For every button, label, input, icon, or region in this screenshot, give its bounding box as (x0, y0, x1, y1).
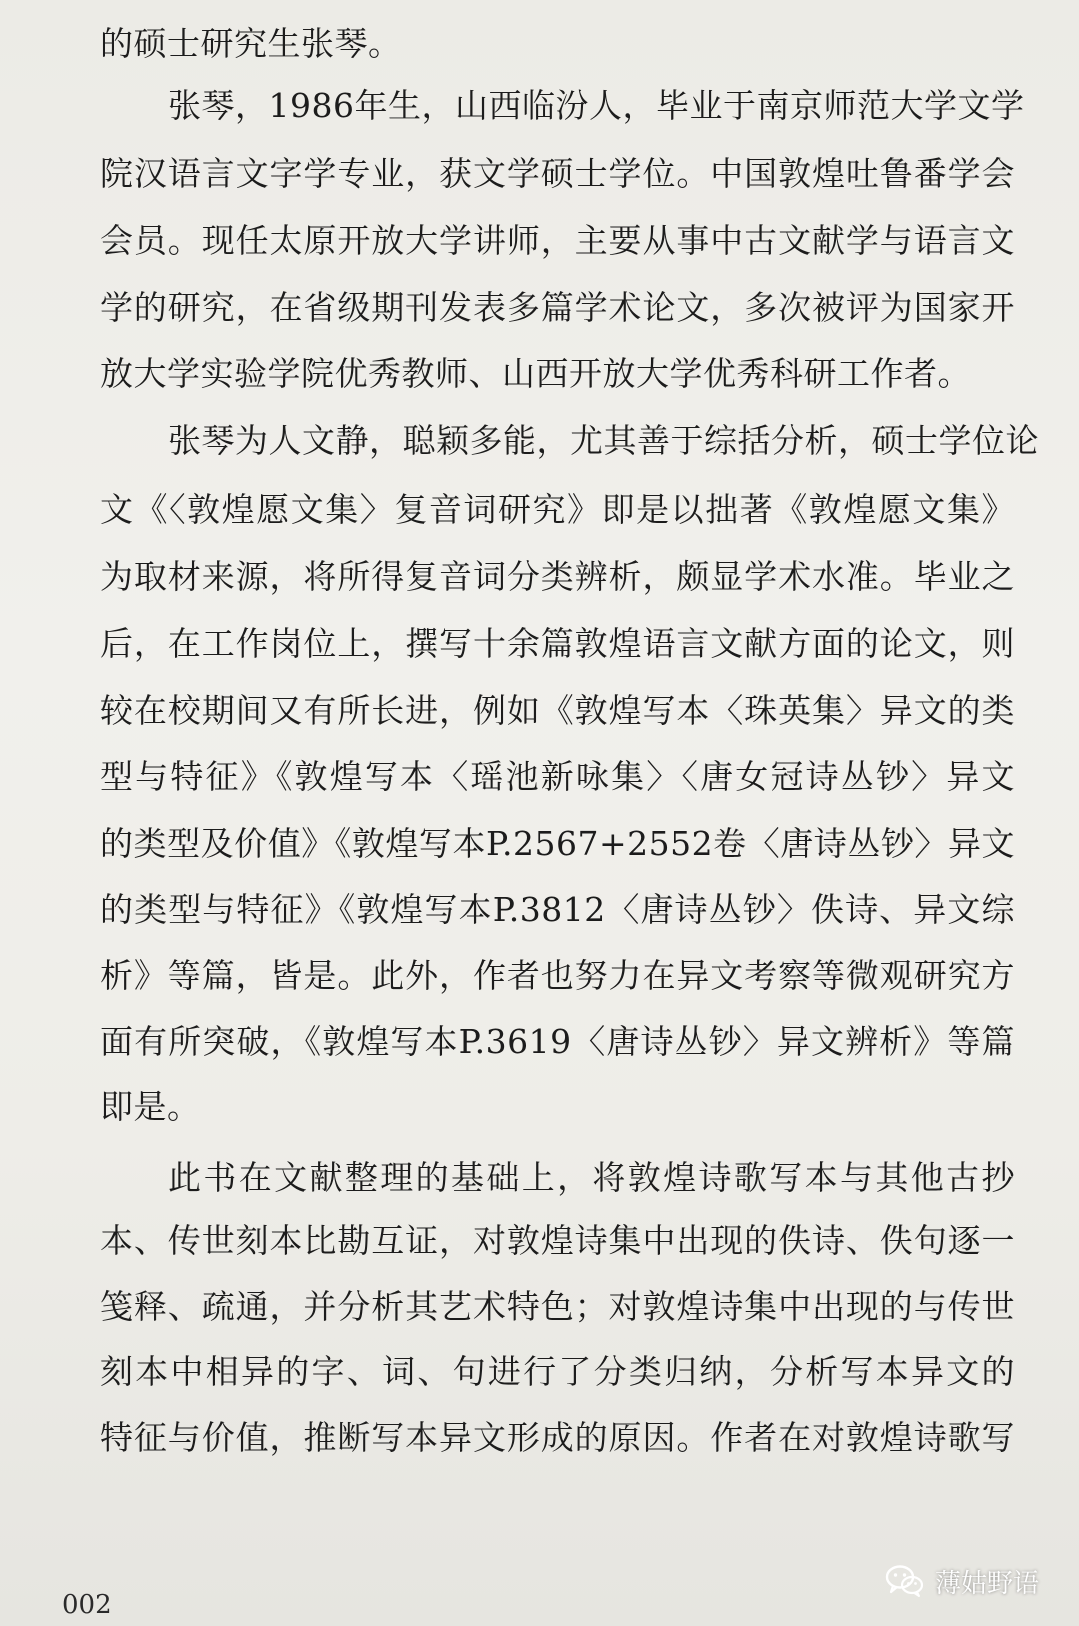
text-line: 放大学实验学院优秀教师、山西开放大学优秀科研工作者。 (100, 354, 971, 393)
text-line: 刻本中相异的字、词、句进行了分类归纳，分析写本异文的 (100, 1352, 1015, 1391)
text-line: 院汉语言文字学专业，获文学硕士学位。中国敦煌吐鲁番学会 (100, 154, 1015, 193)
text-line: 的硕士研究生张琴。 (100, 24, 402, 63)
text-line: 笺释、疏通，并分析其艺术特色；对敦煌诗集中出现的与传世 (100, 1287, 1015, 1326)
watermark-label: 薄姑野语 (934, 1568, 1039, 1599)
text-line: 张琴为人文静，聪颖多能，尤其善于综括分析，硕士学位论 (168, 421, 1039, 460)
text-line: 型与特征》《敦煌写本〈瑶池新咏集〉〈唐女冠诗丛钞〉异文 (100, 757, 1015, 796)
text-line: 析》等篇，皆是。此外，作者也努力在异文考察等微观研究方 (100, 956, 1015, 995)
text-line: 的类型及价值》《敦煌写本P.2567+2552卷〈唐诗丛钞〉异文 (100, 824, 1015, 863)
text-line: 会员。现任太原开放大学讲师，主要从事中古文献学与语言文 (100, 221, 1015, 260)
text-line: 文《〈敦煌愿文集〉复音词研究》即是以拙著《敦煌愿文集》 (100, 490, 1015, 529)
wechat-icon (885, 1564, 925, 1598)
text-line: 本、传世刻本比勘互证，对敦煌诗集中出现的佚诗、佚句逐一 (100, 1221, 1015, 1260)
text-line: 面有所突破，《敦煌写本P.3619〈唐诗丛钞〉异文辨析》等篇 (100, 1022, 1015, 1061)
text-line: 后，在工作岗位上，撰写十余篇敦煌语言文献方面的论文，则 (100, 624, 1015, 663)
text-line: 特征与价值，推断写本异文形成的原因。作者在对敦煌诗歌写 (100, 1418, 1015, 1457)
watermark (885, 1562, 1039, 1600)
text-line: 此书在文献整理的基础上，将敦煌诗歌写本与其他古抄 (168, 1158, 1015, 1197)
text-line: 张琴，1986年生，山西临汾人，毕业于南京师范大学文学 (168, 86, 1025, 125)
text-line: 较在校期间又有所长进，例如《敦煌写本〈珠英集〉异文的类 (100, 691, 1015, 730)
text-line: 的类型与特征》《敦煌写本P.3812〈唐诗丛钞〉佚诗、异文综 (100, 890, 1015, 929)
page-number: 002 (62, 1590, 112, 1620)
text-line: 学的研究，在省级期刊发表多篇学术论文，多次被评为国家开 (100, 288, 1015, 327)
text-line: 即是。 (100, 1087, 201, 1126)
text-line: 为取材来源，将所得复音词分类辨析，颇显学术水准。毕业之 (100, 557, 1015, 596)
